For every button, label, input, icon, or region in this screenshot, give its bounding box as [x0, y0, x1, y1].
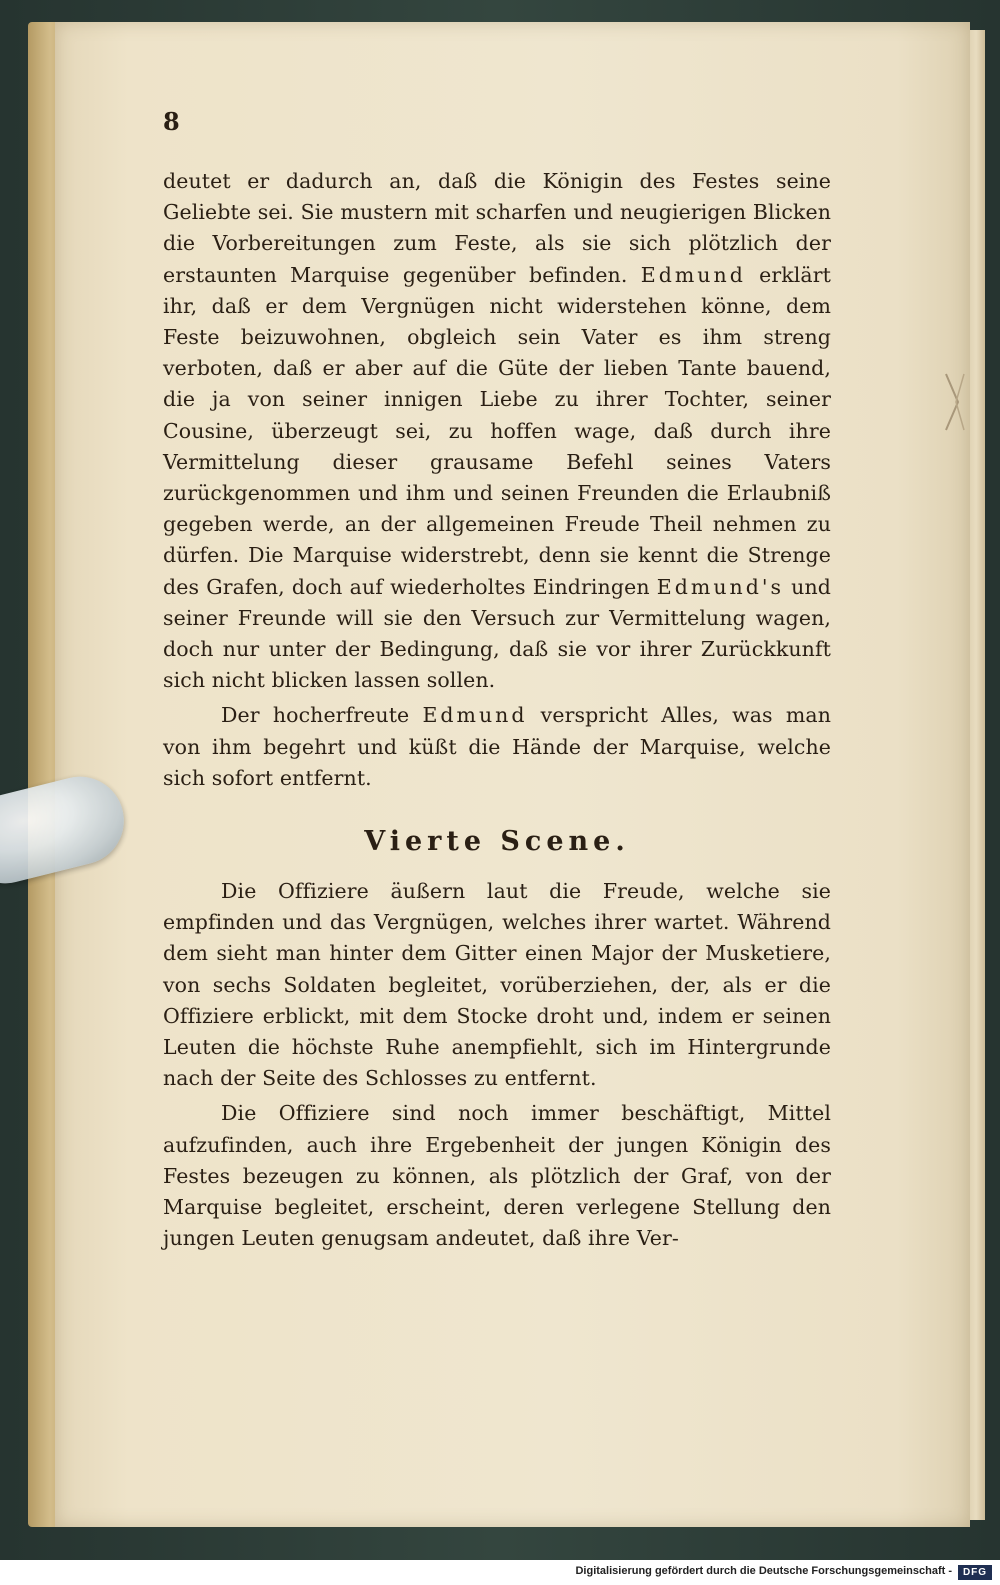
page-text [163, 108, 831, 1255]
name-edmund: Edmund [640, 262, 746, 287]
paragraph-4: Die Offiziere sind noch immer beschäftigt, Mittel aufzufinden, auch ihre Ergebenheit der jungen Königin des Festes bezeugen zu können, als plötzlich der Graf, von der Marquise begleitet, erscheint, deren verlegene Stellung den jungen Leuten genugsam andeutet, daß ihre Ver- [163, 1101, 831, 1251]
paragraph-3: Die Offiziere äußern laut die Freude, welche sie empfinden und das Vergnügen, welches ihrer wartet. Während dem sieht man hinter dem Gitter einen Major der Musketiere, von sechs Soldaten begleitet, vorüberziehen, der, als er die Offiziere erblickt, mit dem Stocke droht und, indem er seinen Leuten die höchste Ruhe anempfiehlt, sich im Hintergrunde nach der Seite des Schlosses zu entfernt. [163, 879, 831, 1091]
paragraph-2-text-a: Der hocherfreute [221, 703, 423, 728]
page-number: 8 [163, 107, 180, 136]
dfg-logo-icon: DFG [958, 1565, 992, 1580]
paragraph-2-text-b: verspricht Alles, was man von ihm begehrt und küßt die Hände der Marquise, welche sich sofort entfernt. [163, 703, 831, 790]
footer-bar [0, 1560, 1000, 1585]
paragraph-2 [163, 700, 831, 794]
paragraph-1-text-b: erklärt ihr, daß er dem Vergnügen nicht widerstehen könne, dem Feste beizuwohnen, obgleich sein Vater es ihm streng verboten, daß er aber auf die Güte der lieben Tante bauend, die ja von seiner innigen Liebe zu ihrer Tochter, seiner Cousine, überzeugt sei, zu hoffen wage, daß durch ihre Vermittelung dieser grausame Befehl seines Vaters zurückgenommen und ihm und seinen Freunden die Erlaubniß gegeben werde, an der allgemeinen Freude Theil nehmen zu dürfen. Die Marquise widerstrebt, denn sie kennt die Strenge des Grafen, doch auf wiederholtes Eindringen [163, 262, 831, 599]
paragraph-1 [163, 166, 831, 696]
paragraph-1-text-a: deutet er dadurch an, daß die Königin des Festes seine Geliebte sei. Sie mustern mit scharfen und neugierigen Blicken die Vorbereitungen zum Feste, als sie sich plötzlich der erstaunten Marquise gegenüber befinden. [163, 169, 831, 287]
page-tab-mark-icon [944, 372, 966, 432]
name-edmunds: Edmund's [656, 574, 785, 599]
paragraph-1-text-c: und seiner Freunde will sie den Versuch zur Vermittelung wagen, doch nur unter der Bedingung, daß sie vor ihrer Zurückkunft sich nicht blicken lassen sollen. [163, 574, 832, 693]
footer-credit: Digitalisierung gefördert durch die Deutsche Forschungsgemeinschaft - [575, 1565, 952, 1577]
name-edmund-2: Edmund [422, 703, 528, 728]
scene-heading: Vierte Scene. [364, 826, 630, 858]
